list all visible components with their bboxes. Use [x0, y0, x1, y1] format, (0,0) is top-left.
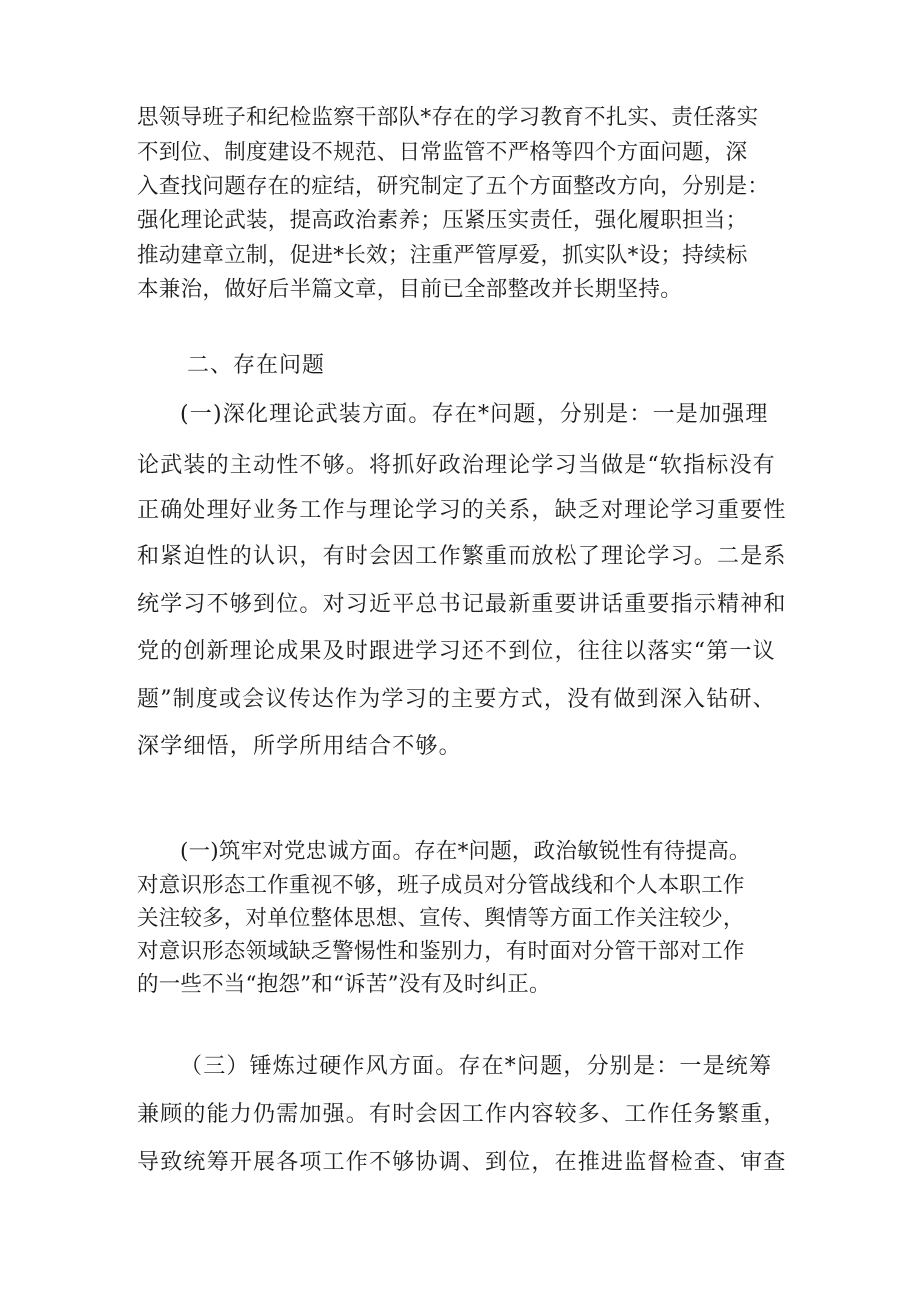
text-line: 对意识形态领域缺乏警惕性和鉴别力，有时面对分管干部对工作 — [137, 939, 745, 964]
text-line: 关注较多，对单位整体思想、宣传、舆情等方面工作关注较少， — [137, 906, 745, 931]
text-line: 论武装的主动性不够。将抓好政治理论学习当做是“软指标没有 — [137, 453, 776, 478]
text-line: (一)筑牢对党忠诚方面。存在*问题，政治敏锐性有待提高。 — [180, 839, 751, 864]
text-line: 兼顾的能力仍需加强。有时会因工作内容较多、工作任务繁重， — [137, 1102, 787, 1127]
text-line: 推动建章立制，促进*长效；注重严管厚爱，抓实队*设；持续标 — [137, 243, 748, 268]
text-line: 深学细悟，所学所用结合不够。 — [137, 734, 462, 759]
text-line: 党的创新理论成果及时跟进学习还不到位，往往以落实“第一议 — [137, 639, 776, 664]
text-line: 导致统筹开展各项工作不够协调、到位，在推进监督检查、审查 — [137, 1150, 787, 1175]
text-line: 不到位、制度建设不规范、日常监管不严格等四个方面问题，深 — [137, 140, 748, 165]
text-line: 本兼治，做好后半篇文章，目前已全部整改并长期坚持。 — [137, 277, 683, 302]
text-line: 思领导班子和纪检监察干部队*存在的学习教育不扎实、责任落实 — [137, 105, 759, 130]
text-line: (一)深化理论武装方面。存在*问题，分别是：一是加强理 — [180, 402, 769, 427]
text-line: 的一些不当“抱怨”和“诉苦”没有及时纠正。 — [137, 972, 551, 997]
text-line: 正确处理好业务工作与理论学习的关系，缺乏对理论学习重要性 — [137, 498, 787, 523]
text-line: 入查找问题存在的症结，研究制定了五个方面整改方向，分别是： — [137, 174, 770, 199]
section-heading: 二、存在问题 — [187, 353, 326, 378]
text-line: 对意识形态工作重视不够，班子成员对分管战线和个人本职工作 — [137, 873, 745, 898]
text-line: （三）锤炼过硬作风方面。存在*问题，分别是：一是统筹 — [180, 1054, 773, 1079]
text-line: 强化理论武装，提高政治素养；压紧压实责任，强化履职担当； — [137, 208, 748, 233]
text-line: 和紧迫性的认识，有时会因工作繁重而放松了理论学习。二是系 — [137, 544, 787, 569]
text-line: 题”制度或会议传达作为学习的主要方式，没有做到深入钻研、 — [137, 687, 776, 712]
text-line: 统学习不够到位。对习近平总书记最新重要讲话重要指示精神和 — [137, 592, 787, 617]
